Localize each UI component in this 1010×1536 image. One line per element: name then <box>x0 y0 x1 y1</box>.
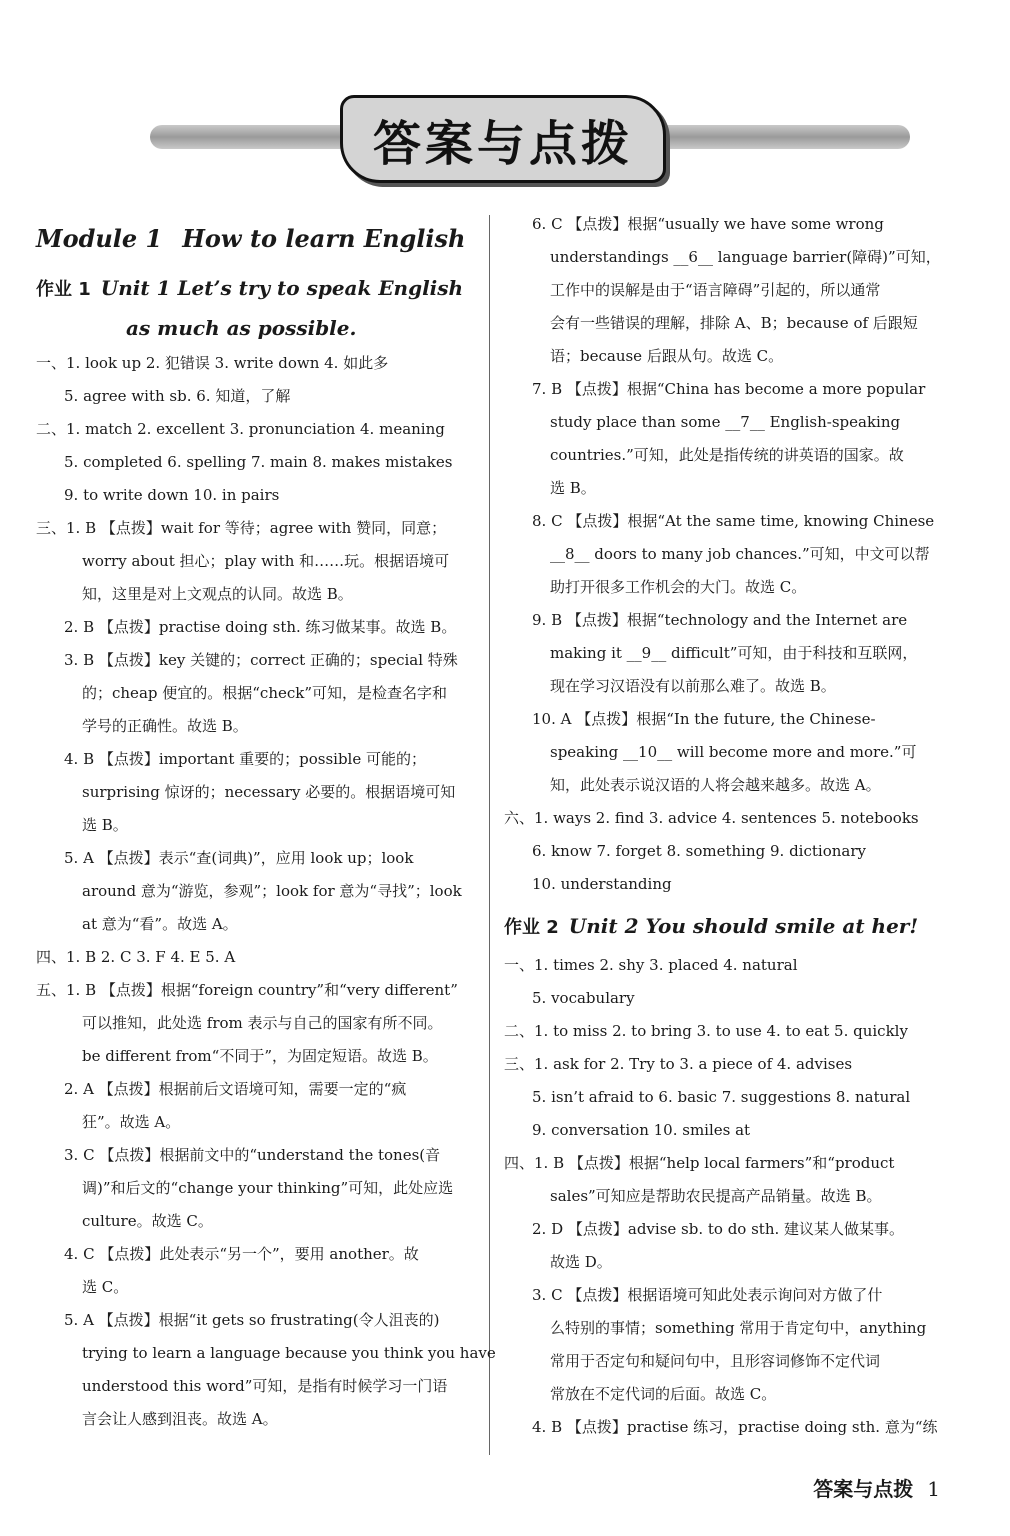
answer-line: 知，此处表示说汉语的人将会越来越多。故选 A。 <box>550 776 881 794</box>
answer-line: surprising 惊讶的；necessary 必要的。根据语境可知 <box>82 783 456 801</box>
right-answers-b <box>504 949 944 1444</box>
answer-line: 学号的正确性。故选 B。 <box>82 717 248 735</box>
answer-line: 三、1. B 【点拨】wait for 等待；agree with 赞同，同意； <box>36 519 447 537</box>
answer-line: 狂”。故选 A。 <box>82 1113 181 1131</box>
answer-line: understood this word”可知，是指有时候学习一门语 <box>82 1377 448 1395</box>
answer-line: culture。故选 C。 <box>82 1212 213 1230</box>
answer-line: 2. B 【点拨】practise doing sth. 练习做某事。故选 B。 <box>64 618 457 636</box>
answer-line: 助打开很多工作机会的大门。故选 C。 <box>550 578 807 596</box>
answer-line: 4. B 【点拨】practise 练习，practise doing sth. 意为“练 <box>532 1418 938 1436</box>
answer-line: 5. vocabulary <box>532 989 635 1007</box>
answer-line: around 意为“游览，参观”；look for 意为“寻找”；look <box>82 882 462 900</box>
answer-line: 四、1. B 【点拨】根据“help local farmers”和“product <box>504 1154 895 1172</box>
answer-line: study place than some __7__ English-speaking <box>550 413 901 431</box>
answer-line: understandings __6__ language barrier(障碍)”可知， <box>550 248 941 266</box>
answer-line: 五、1. B 【点拨】根据“foreign country”和“very different” <box>36 981 458 999</box>
unit-title: Unit 2 You should smile at her! <box>568 914 919 938</box>
left-answers <box>36 347 496 1436</box>
answer-line: 3. C 【点拨】根据前文中的“understand the tones(音 <box>64 1146 441 1164</box>
answer-line: 9. conversation 10. smiles at <box>532 1121 751 1139</box>
page-title: 答案与点拨 <box>372 115 633 172</box>
left-column <box>36 210 496 1436</box>
answer-line: 么特别的事情；something 常用于肯定句中，anything <box>550 1319 927 1337</box>
answer-line: 会有一些错误的理解，排除 A、B；because of 后跟短 <box>550 314 918 332</box>
answer-line: 6. C 【点拨】根据“usually we have some wrong <box>532 215 884 233</box>
answer-line: 言会让人感到沮丧。故选 A。 <box>82 1410 278 1428</box>
module-number: Module 1 <box>36 224 163 253</box>
answer-line: 5. completed 6. spelling 7. main 8. makes mistakes <box>64 453 453 471</box>
answer-line: 二、1. to miss 2. to bring 3. to use 4. to eat 5. quickly <box>504 1022 908 1040</box>
page-footer <box>813 1473 940 1502</box>
header-banner <box>150 95 910 185</box>
module-name: How to learn English <box>182 224 466 253</box>
answer-line: worry about 担心；play with 和……玩。根据语境可 <box>82 552 450 570</box>
answer-line: at 意为“看”。故选 A。 <box>82 915 238 933</box>
answer-line: 工作中的误解是由于“语言障碍”引起的，所以通常 <box>550 281 881 299</box>
column-divider <box>489 215 490 1455</box>
answer-line: 9. to write down 10. in pairs <box>64 486 280 504</box>
answer-line: 四、1. B 2. C 3. F 4. E 5. A <box>36 948 236 966</box>
answer-line: trying to learn a language because you think you have <box>82 1344 496 1362</box>
homework-tag: 作业 1 <box>36 279 91 300</box>
page-number: 1 <box>927 1477 940 1501</box>
answer-line: 选 C。 <box>82 1278 129 1296</box>
answer-line: 语；because 后跟从句。故选 C。 <box>550 347 784 365</box>
answer-line: 6. know 7. forget 8. something 9. dictionary <box>532 842 866 860</box>
answer-line: 故选 D。 <box>550 1253 612 1271</box>
answer-line: 2. A 【点拨】根据前后文语境可知，需要一定的“疯 <box>64 1080 407 1098</box>
answer-line: 8. C 【点拨】根据“At the same time, knowing Chinese <box>532 512 935 530</box>
answer-line: making it __9__ difficult”可知，由于科技和互联网， <box>550 644 918 662</box>
footer-label: 答案与点拨 <box>813 1477 914 1501</box>
answer-line: 二、1. match 2. excellent 3. pronunciation 4. meaning <box>36 420 445 438</box>
module-title <box>36 224 476 253</box>
answer-line: 一、1. times 2. shy 3. placed 4. natural <box>504 956 798 974</box>
answer-line: 选 B。 <box>550 479 596 497</box>
answer-line: 5. A 【点拨】根据“it gets so frustrating(令人沮丧的) <box>64 1311 440 1329</box>
answer-line: 六、1. ways 2. find 3. advice 4. sentences 5. notebooks <box>504 809 919 827</box>
answer-line: 的；cheap 便宜的。根据“check”可知，是检查名字和 <box>82 684 448 702</box>
answer-line: 三、1. ask for 2. Try to 3. a piece of 4. advises <box>504 1055 853 1073</box>
answer-line: 7. B 【点拨】根据“China has become a more popular <box>532 380 926 398</box>
right-column <box>504 208 944 1444</box>
right-answers-a <box>504 208 944 901</box>
answer-line: countries.”可知，此处是指传统的讲英语的国家。故 <box>550 446 904 464</box>
answer-line: 选 B。 <box>82 816 128 834</box>
answer-line: 3. B 【点拨】key 关键的；correct 正确的；special 特殊 <box>64 651 458 669</box>
answer-line: 可以推知，此处选 from 表示与自己的国家有所不同。 <box>82 1014 443 1032</box>
unit-title: Unit 1 Let’s try to speak English <box>100 276 464 300</box>
answer-line: 9. B 【点拨】根据“technology and the Internet are <box>532 611 908 629</box>
header-title-box <box>340 95 666 183</box>
answer-line: 5. A 【点拨】表示“查(词典)”，应用 look up；look <box>64 849 414 867</box>
answer-line: 4. C 【点拨】此处表示“另一个”，要用 another。故 <box>64 1245 419 1263</box>
answer-line: 常用于否定句和疑问句中，且形容词修饰不定代词 <box>550 1352 881 1370</box>
homework-1-heading <box>36 269 476 347</box>
answer-line: 常放在不定代词的后面。故选 C。 <box>550 1385 777 1403</box>
answer-line: 现在学习汉语没有以前那么难了。故选 B。 <box>550 677 836 695</box>
answer-line: 知，这里是对上文观点的认同。故选 B。 <box>82 585 353 603</box>
answer-line: 10. understanding <box>532 875 672 893</box>
homework-tag: 作业 2 <box>504 917 559 938</box>
answer-line: __8__ doors to many job chances.”可知，中文可以帮 <box>550 545 930 563</box>
answer-line: 3. C 【点拨】根据语境可知此处表示询问对方做了什 <box>532 1286 883 1304</box>
answer-line: 一、1. look up 2. 犯错误 3. write down 4. 如此多 <box>36 354 389 372</box>
answer-line: be different from“不同于”，为固定短语。故选 B。 <box>82 1047 438 1065</box>
answer-line: speaking __10__ will become more and more.”可 <box>550 743 917 761</box>
answer-line: 5. isn’t afraid to 6. basic 7. suggestions 8. natural <box>532 1088 911 1106</box>
homework-2-heading <box>504 907 944 947</box>
answer-line: 10. A 【点拨】根据“In the future, the Chinese- <box>532 710 876 728</box>
answer-line: sales”可知应是帮助农民提高产品销量。故选 B。 <box>550 1187 882 1205</box>
answer-line: 5. agree with sb. 6. 知道，了解 <box>64 387 291 405</box>
answer-line: 调)”和后文的“change your thinking”可知，此处应选 <box>82 1179 454 1197</box>
answer-line: 2. D 【点拨】advise sb. to do sth. 建议某人做某事。 <box>532 1220 905 1238</box>
answer-line: 4. B 【点拨】important 重要的；possible 可能的； <box>64 750 426 768</box>
unit-title-cont: as much as possible. <box>126 316 357 340</box>
